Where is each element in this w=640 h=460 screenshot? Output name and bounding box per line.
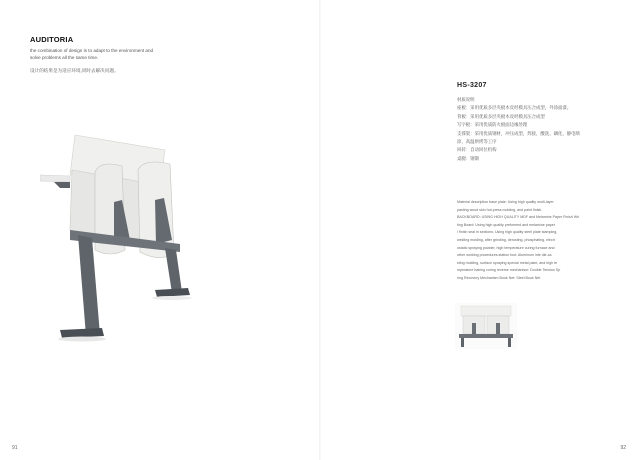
- spec-cn-line: 座板：采用优质多层夹板木皮经模具压合成型，外涂面漆。: [457, 105, 572, 111]
- spec-cn-line: 材质说明: [457, 97, 475, 102]
- spec-en-line: other working procedures.station foot: Aluminum inte die-ca: [457, 253, 552, 258]
- spec-cn-line: 支撑架：采用优质钢材，冲压成型，焊接，酸洗、磷化，静电喷涂，高温烘烤等工序: [457, 130, 580, 145]
- intro-chinese: 设计的结果是为适应环境,同时去解决问题。: [30, 68, 119, 73]
- spec-cn-line: 写字板：采用优质防火板面边缘处理: [457, 122, 528, 128]
- spec-cn-line: 回转：自动回位机构: [457, 147, 497, 153]
- spec-en-line: Material description base plate: Using high quality multi-layer: [457, 200, 554, 204]
- intro-english: [30, 47, 230, 61]
- spec-chinese: [457, 96, 582, 163]
- intro-line: solve problems all the same time.: [30, 55, 99, 60]
- spec-en-line: mperature baking curing reverse mechanism: Double Tension Sp: [457, 268, 561, 273]
- auditorium-chair-photo: [40, 130, 200, 345]
- chair-front-thumbnail: [455, 303, 517, 349]
- spec-cn-line: 背板：采用优质多层夹板木皮经模具压合成型: [457, 113, 545, 119]
- brand-title: AUDITORIA: [30, 35, 74, 44]
- page-number-right: 92: [620, 445, 626, 451]
- spec-en-line: pasting wood skin hot-press molding, and paint finish.: [457, 207, 543, 212]
- model-number: HS-3207: [457, 82, 487, 89]
- spec-en-line: welding molding, after grinding, derusting, phosphating, electr: [457, 237, 555, 242]
- intro-line: the combination of design is to adapt to the environment and: [30, 48, 154, 53]
- spec-cn-line: 桌腿：钢制: [457, 155, 479, 161]
- spec-english: [457, 199, 580, 283]
- spec-en-line: ring Recovery Mechanism Book Net: Steel Book Net: [457, 275, 541, 280]
- spec-en-line: ting Board: Using high quality preformed and melamine paper: [457, 222, 555, 227]
- right-page: [320, 0, 640, 460]
- spec-en-line: ostatic spraying powder, high temperature curing furnace and: [457, 245, 555, 250]
- spec-en-line: / finish seal in sections: Using high quality steel plate stamping,: [457, 230, 558, 235]
- page-number-left: 91: [12, 445, 18, 451]
- spec-en-line: BACKBOARD: USING HIGH QUALITY MDF and Melamine Paper Finish Wri: [457, 215, 580, 220]
- spec-en-line: sting molding, surface spraying special metal paint, and high te: [457, 260, 558, 265]
